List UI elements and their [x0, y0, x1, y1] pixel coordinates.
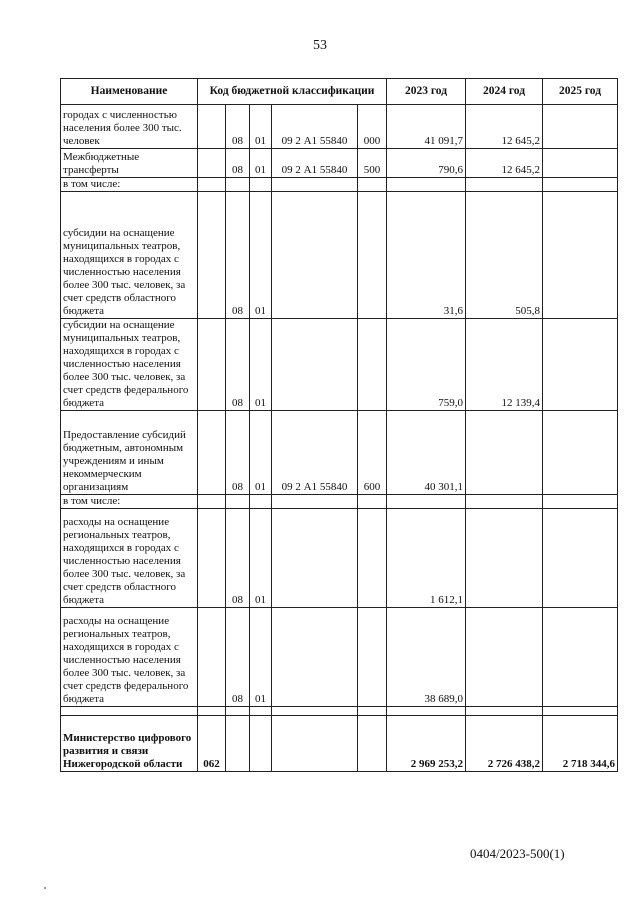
ministry-name: Министерство цифрового развития и связи Нижегородской области [61, 716, 198, 772]
cell-2023: 31,6 [387, 192, 466, 319]
cell-2025 [543, 105, 618, 149]
cell-2024 [466, 495, 543, 509]
cell-2025 [543, 178, 618, 192]
cell-pr [250, 495, 272, 509]
cell-2023 [387, 495, 466, 509]
scan-speck [44, 887, 46, 889]
cell-2023: 2 969 253,2 [387, 716, 466, 772]
row-name: Межбюджетные трансферты [61, 149, 198, 178]
cell-rz: 08 [226, 411, 250, 495]
table-row [61, 411, 618, 495]
header-row [61, 79, 618, 105]
spacer-cell [61, 707, 198, 716]
cell-rz: 08 [226, 319, 250, 411]
spacer-cell [466, 707, 543, 716]
document-code: 0404/2023-500(1) [470, 846, 565, 861]
table-row [61, 509, 618, 608]
header-name: Наименование [61, 79, 198, 105]
cell-rz: 08 [226, 608, 250, 707]
cell-2023: 790,6 [387, 149, 466, 178]
row-name: расходы на оснащение региональных театров, находящихся в городах с численностью населения более 300 тыс. человек, за счет средств областного бюджета [61, 509, 198, 608]
spacer-cell [226, 707, 250, 716]
cell-gr [198, 319, 226, 411]
cell-vr [358, 608, 387, 707]
cell-rz [226, 716, 250, 772]
cell-csr [272, 509, 358, 608]
cell-pr: 01 [250, 105, 272, 149]
table-row [61, 192, 618, 319]
cell-2024: 12 645,2 [466, 105, 543, 149]
cell-2024 [466, 608, 543, 707]
header-2023: 2023 год [387, 79, 466, 105]
cell-pr: 01 [250, 608, 272, 707]
ministry-row [61, 716, 618, 772]
header-2024: 2024 год [466, 79, 543, 105]
cell-vr: 000 [358, 105, 387, 149]
cell-2025 [543, 319, 618, 411]
cell-2023: 40 301,1 [387, 411, 466, 495]
cell-vr [358, 716, 387, 772]
spacer-cell [358, 707, 387, 716]
cell-2024: 2 726 438,2 [466, 716, 543, 772]
spacer-cell [250, 707, 272, 716]
cell-rz: 08 [226, 509, 250, 608]
row-name: расходы на оснащение региональных театров, находящихся в городах с численностью населения более 300 тыс. человек, за счет средств федерального бюджета [61, 608, 198, 707]
cell-2025 [543, 192, 618, 319]
cell-2024 [466, 178, 543, 192]
table-row [61, 149, 618, 178]
cell-vr [358, 178, 387, 192]
cell-gr [198, 149, 226, 178]
cell-gr [198, 495, 226, 509]
cell-vr [358, 495, 387, 509]
cell-2023: 41 091,7 [387, 105, 466, 149]
cell-rz [226, 495, 250, 509]
cell-2024: 12 139,4 [466, 319, 543, 411]
cell-2024: 505,8 [466, 192, 543, 319]
cell-pr [250, 178, 272, 192]
cell-2025 [543, 608, 618, 707]
cell-vr [358, 192, 387, 319]
cell-csr: 09 2 А1 55840 [272, 105, 358, 149]
cell-2023: 1 612,1 [387, 509, 466, 608]
cell-csr [272, 716, 358, 772]
header-2025: 2025 год [543, 79, 618, 105]
cell-rz: 08 [226, 149, 250, 178]
header-budget-code: Код бюджетной классификации [198, 79, 387, 105]
cell-gr [198, 192, 226, 319]
cell-csr [272, 192, 358, 319]
cell-rz: 08 [226, 105, 250, 149]
spacer-cell [543, 707, 618, 716]
cell-csr: 09 2 А1 55840 [272, 411, 358, 495]
cell-pr: 01 [250, 149, 272, 178]
row-name: субсидии на оснащение муниципальных театров, находящихся в городах с численностью населения более 300 тыс. человек, за счет средств областного бюджета [61, 192, 198, 319]
cell-gr: 062 [198, 716, 226, 772]
table-row [61, 178, 618, 192]
table-row [61, 608, 618, 707]
table-row [61, 319, 618, 411]
cell-pr: 01 [250, 509, 272, 608]
page-number: 53 [313, 38, 327, 53]
budget-table [60, 78, 618, 772]
row-name: субсидии на оснащение муниципальных театров, находящихся в городах с численностью населения более 300 тыс. человек, за счет средств федерального бюджета [61, 319, 198, 411]
cell-csr [272, 495, 358, 509]
cell-gr [198, 178, 226, 192]
cell-rz: 08 [226, 192, 250, 319]
row-name: Предоставление субсидий бюджетным, автономным учреждениям и иным некоммерческим организациям [61, 411, 198, 495]
cell-2025 [543, 411, 618, 495]
cell-2025: 2 718 344,6 [543, 716, 618, 772]
cell-csr [272, 608, 358, 707]
cell-gr [198, 509, 226, 608]
cell-csr [272, 319, 358, 411]
cell-vr [358, 319, 387, 411]
cell-2023 [387, 178, 466, 192]
cell-2024 [466, 411, 543, 495]
spacer-cell [272, 707, 358, 716]
cell-2024: 12 645,2 [466, 149, 543, 178]
table-row [61, 105, 618, 149]
cell-vr [358, 509, 387, 608]
cell-2025 [543, 149, 618, 178]
cell-pr [250, 716, 272, 772]
row-name: городах с численностью населения более 300 тыс. человек [61, 105, 198, 149]
cell-pr: 01 [250, 319, 272, 411]
spacer-cell [198, 707, 226, 716]
cell-2025 [543, 509, 618, 608]
cell-2025 [543, 495, 618, 509]
cell-2023: 759,0 [387, 319, 466, 411]
row-name: в том числе: [61, 495, 198, 509]
cell-2024 [466, 509, 543, 608]
spacer-cell [387, 707, 466, 716]
cell-csr [272, 178, 358, 192]
cell-vr: 500 [358, 149, 387, 178]
cell-vr: 600 [358, 411, 387, 495]
cell-rz [226, 178, 250, 192]
cell-gr [198, 608, 226, 707]
table-row [61, 495, 618, 509]
cell-gr [198, 105, 226, 149]
cell-pr: 01 [250, 411, 272, 495]
cell-csr: 09 2 А1 55840 [272, 149, 358, 178]
cell-gr [198, 411, 226, 495]
cell-2023: 38 689,0 [387, 608, 466, 707]
cell-pr: 01 [250, 192, 272, 319]
spacer-row [61, 707, 618, 716]
row-name: в том числе: [61, 178, 198, 192]
